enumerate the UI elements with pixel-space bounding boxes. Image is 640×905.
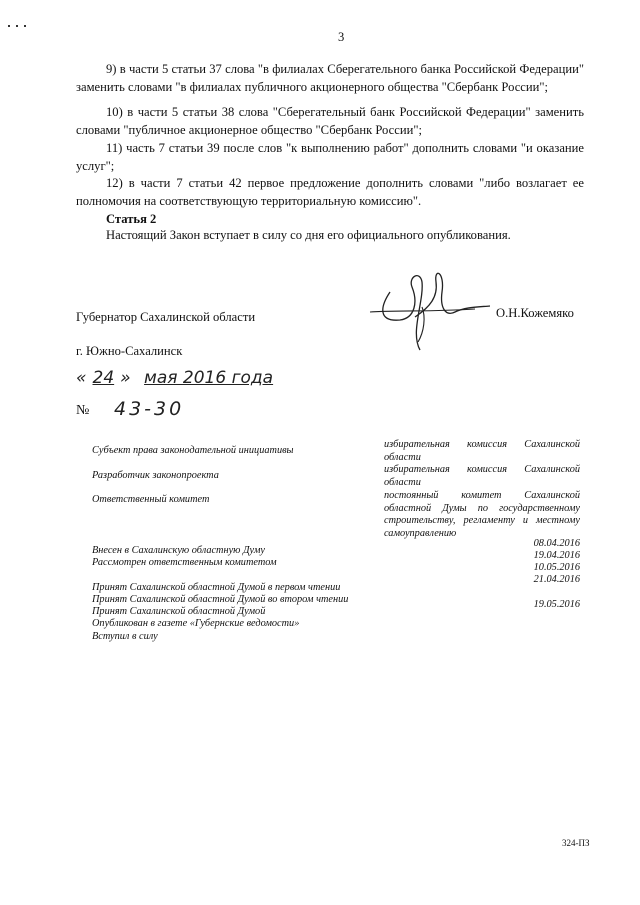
date-label: Опубликован в газете «Губернские ведомости» (92, 618, 300, 629)
date-day: 24 (92, 368, 115, 388)
info-value: избирательная комиссия Сахалинской области (384, 464, 580, 488)
article-title: Статья 2 (106, 212, 157, 226)
article-text: Настоящий Закон вступает в силу со дня его официального опубликования. (106, 228, 511, 242)
handwritten-date (76, 368, 273, 388)
date-value: 19.05.2016 (533, 599, 580, 610)
date-value: 19.04.2016 (533, 550, 580, 561)
number-value: 43-30 (114, 398, 185, 420)
governor-name: О.Н.Кожемяко (496, 306, 574, 320)
date-label: Принят Сахалинской областной Думой (92, 606, 266, 617)
date-label: Принят Сахалинской областной Думой в первом чтении (92, 582, 341, 593)
amendment-item: 10) в части 5 статьи 38 слова "Сберегательный банк Российской Федерации" заменить словами "публичное акционерное общество "Сбербанк России"; (76, 105, 584, 137)
amendment-item: 11) часть 7 статьи 39 после слов "к выполнению работ" дополнить словами "и оказание услуг"; (76, 141, 584, 173)
date-label: Рассмотрен ответственным комитетом (92, 557, 277, 568)
scan-marks (8, 14, 32, 32)
info-label: Ответственный комитет (92, 494, 210, 505)
info-value: избирательная комиссия Сахалинской области (384, 439, 580, 463)
date-label: Вступил в силу (92, 631, 158, 642)
date-open-quote: « (76, 368, 87, 388)
date-month-year: мая 2016 года (144, 368, 274, 388)
date-value: 08.04.2016 (533, 538, 580, 549)
info-label: Разработчик законопроекта (92, 470, 219, 481)
doc-code: 324-ПЗ (562, 838, 590, 848)
page-number: 3 (338, 30, 345, 44)
date-close-quote: » (120, 368, 131, 388)
number-label: № (76, 403, 90, 418)
governor-position: Губернатор Сахалинской области (76, 310, 256, 324)
info-value: постоянный комитет Сахалинской областной Думы по государственному строительству, регламенту и местному самоуправлению (384, 490, 580, 539)
info-label: Субъект права законодательной инициативы (92, 445, 294, 456)
date-value: 10.05.2016 (533, 562, 580, 573)
date-value: 21.04.2016 (533, 574, 580, 585)
place: г. Южно-Сахалинск (76, 344, 183, 358)
date-label: Внесен в Сахалинскую областную Думу (92, 545, 265, 556)
amendment-item: 12) в части 7 статьи 42 первое предложение дополнить словами "либо возлагает ее полномочия на соответствующую территориальную комиссию". (76, 176, 584, 208)
date-label: Принят Сахалинской областной Думой во втором чтении (92, 594, 349, 605)
amendment-item: 9) в части 5 статьи 37 слова "в филиалах Сберегательного банка Российской Федерации" заменить словами "в филиалах публичного акционерного общества "Сбербанк России"; (76, 62, 584, 94)
handwritten-signature (360, 262, 500, 357)
